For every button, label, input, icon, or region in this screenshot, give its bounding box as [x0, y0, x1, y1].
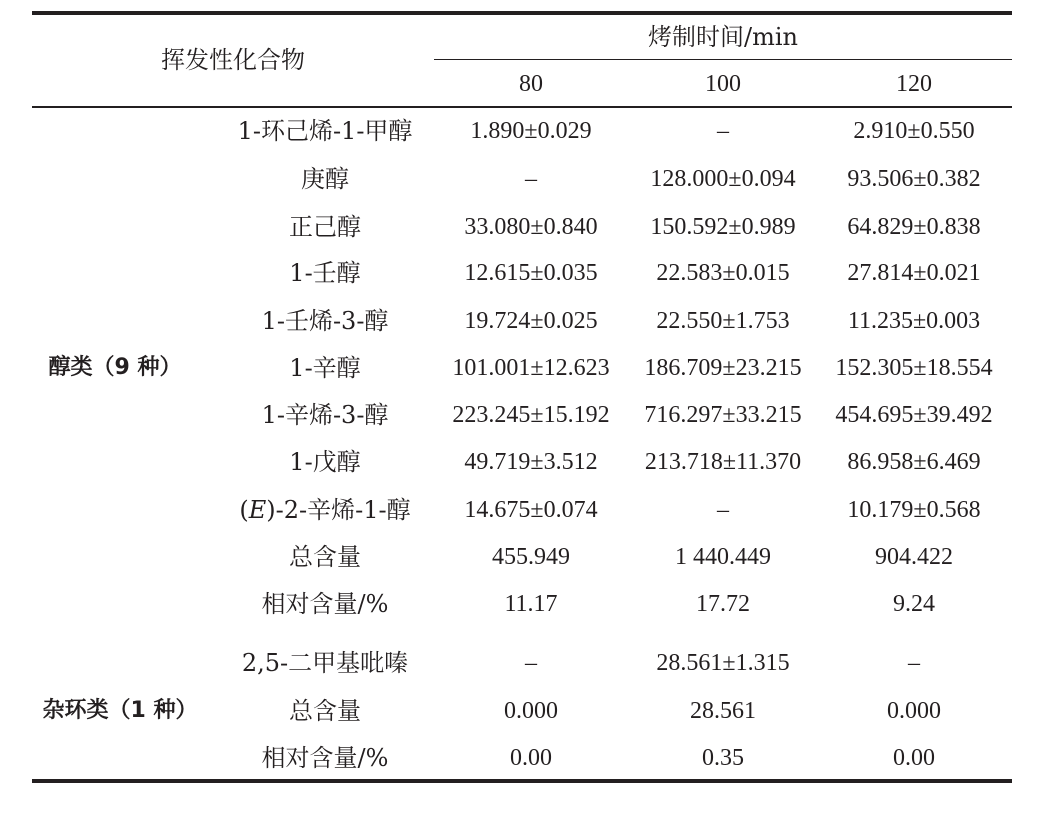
value-cell-80: 0.000	[504, 698, 558, 724]
top-rule	[32, 11, 1012, 15]
compound-name: 1-辛烯-3-醇	[261, 401, 389, 429]
group-label-heterocycles: 杂环类（1 种）	[42, 698, 198, 723]
value-cell-100: 150.592±0.989	[650, 214, 796, 240]
header-baking-time: 烤制时间/min	[648, 23, 798, 51]
compound-name: 总含量	[289, 543, 361, 571]
compound-name: 1-壬烯-3-醇	[261, 307, 389, 335]
value-cell-100: 22.583±0.015	[656, 260, 790, 286]
value-cell-80: 14.675±0.074	[464, 497, 598, 523]
compound-name-suffix: )-2-辛烯-1-醇	[266, 496, 411, 524]
compound-name: 1-壬醇	[289, 259, 361, 287]
value-cell-80: 0.00	[510, 745, 552, 771]
header-compound: 挥发性化合物	[161, 46, 305, 74]
value-cell-120: 0.000	[887, 698, 941, 724]
compound-name	[239, 495, 410, 525]
value-cell-120: –	[908, 650, 920, 676]
header-rule	[32, 106, 1012, 108]
value-cell-100: 1 440.449	[675, 544, 771, 570]
value-cell-120: 11.235±0.003	[847, 308, 981, 334]
compound-name: 正己醇	[289, 213, 361, 241]
value-cell-80: 49.719±3.512	[464, 449, 598, 475]
compound-name: 相对含量/%	[261, 744, 389, 772]
value-cell-80: 11.17	[504, 591, 558, 617]
value-cell-80: 19.724±0.025	[464, 308, 598, 334]
compound-name: 1-环己烯-1-甲醇	[237, 117, 413, 145]
value-cell-80: –	[525, 650, 537, 676]
value-cell-120: 10.179±0.568	[847, 497, 981, 523]
value-cell-120: 93.506±0.382	[847, 166, 981, 192]
compound-name-prefix: (	[239, 496, 249, 524]
header-time-120: 120	[896, 71, 932, 97]
value-cell-80: 33.080±0.840	[464, 214, 598, 240]
value-cell-100: 17.72	[696, 591, 750, 617]
value-cell-100: 128.000±0.094	[650, 166, 796, 192]
value-cell-120: 2.910±0.550	[853, 118, 975, 144]
value-cell-80: 223.245±15.192	[452, 402, 610, 428]
value-cell-100: 186.709±23.215	[644, 355, 802, 381]
value-cell-120: 27.814±0.021	[847, 260, 981, 286]
group-label-alcohols: 醇类（9 种）	[48, 355, 182, 380]
compound-name: 2,5-二甲基吡嗪	[241, 649, 409, 677]
header-time-80: 80	[519, 71, 543, 97]
value-cell-120: 454.695±39.492	[835, 402, 993, 428]
value-cell-100: 0.35	[702, 745, 744, 771]
value-cell-120: 0.00	[893, 745, 935, 771]
compound-name: 1-戊醇	[289, 448, 361, 476]
value-cell-100: 213.718±11.370	[644, 449, 802, 475]
value-cell-120: 64.829±0.838	[847, 214, 981, 240]
value-cell-80: 455.949	[492, 544, 570, 570]
compound-name: 相对含量/%	[261, 590, 389, 618]
value-cell-80: 12.615±0.035	[464, 260, 598, 286]
value-cell-120: 904.422	[875, 544, 953, 570]
value-cell-100: 28.561	[690, 698, 756, 724]
compound-name: 总含量	[289, 697, 361, 725]
compound-name: 庚醇	[301, 165, 349, 193]
bottom-rule	[32, 779, 1012, 783]
value-cell-80: 1.890±0.029	[470, 118, 592, 144]
value-cell-100: 28.561±1.315	[656, 650, 790, 676]
compound-name-isomer: E	[248, 496, 267, 524]
value-cell-120: 86.958±6.469	[847, 449, 981, 475]
value-cell-100: –	[717, 118, 729, 144]
compound-name: 1-辛醇	[289, 354, 361, 382]
header-time-100: 100	[705, 71, 741, 97]
value-cell-100: –	[717, 497, 729, 523]
value-cell-80: 101.001±12.623	[452, 355, 610, 381]
value-cell-100: 716.297±33.215	[644, 402, 802, 428]
time-group-rule	[434, 59, 1012, 60]
value-cell-100: 22.550±1.753	[656, 308, 790, 334]
value-cell-120: 9.24	[893, 591, 935, 617]
value-cell-80: –	[525, 166, 537, 192]
value-cell-120: 152.305±18.554	[835, 355, 993, 381]
